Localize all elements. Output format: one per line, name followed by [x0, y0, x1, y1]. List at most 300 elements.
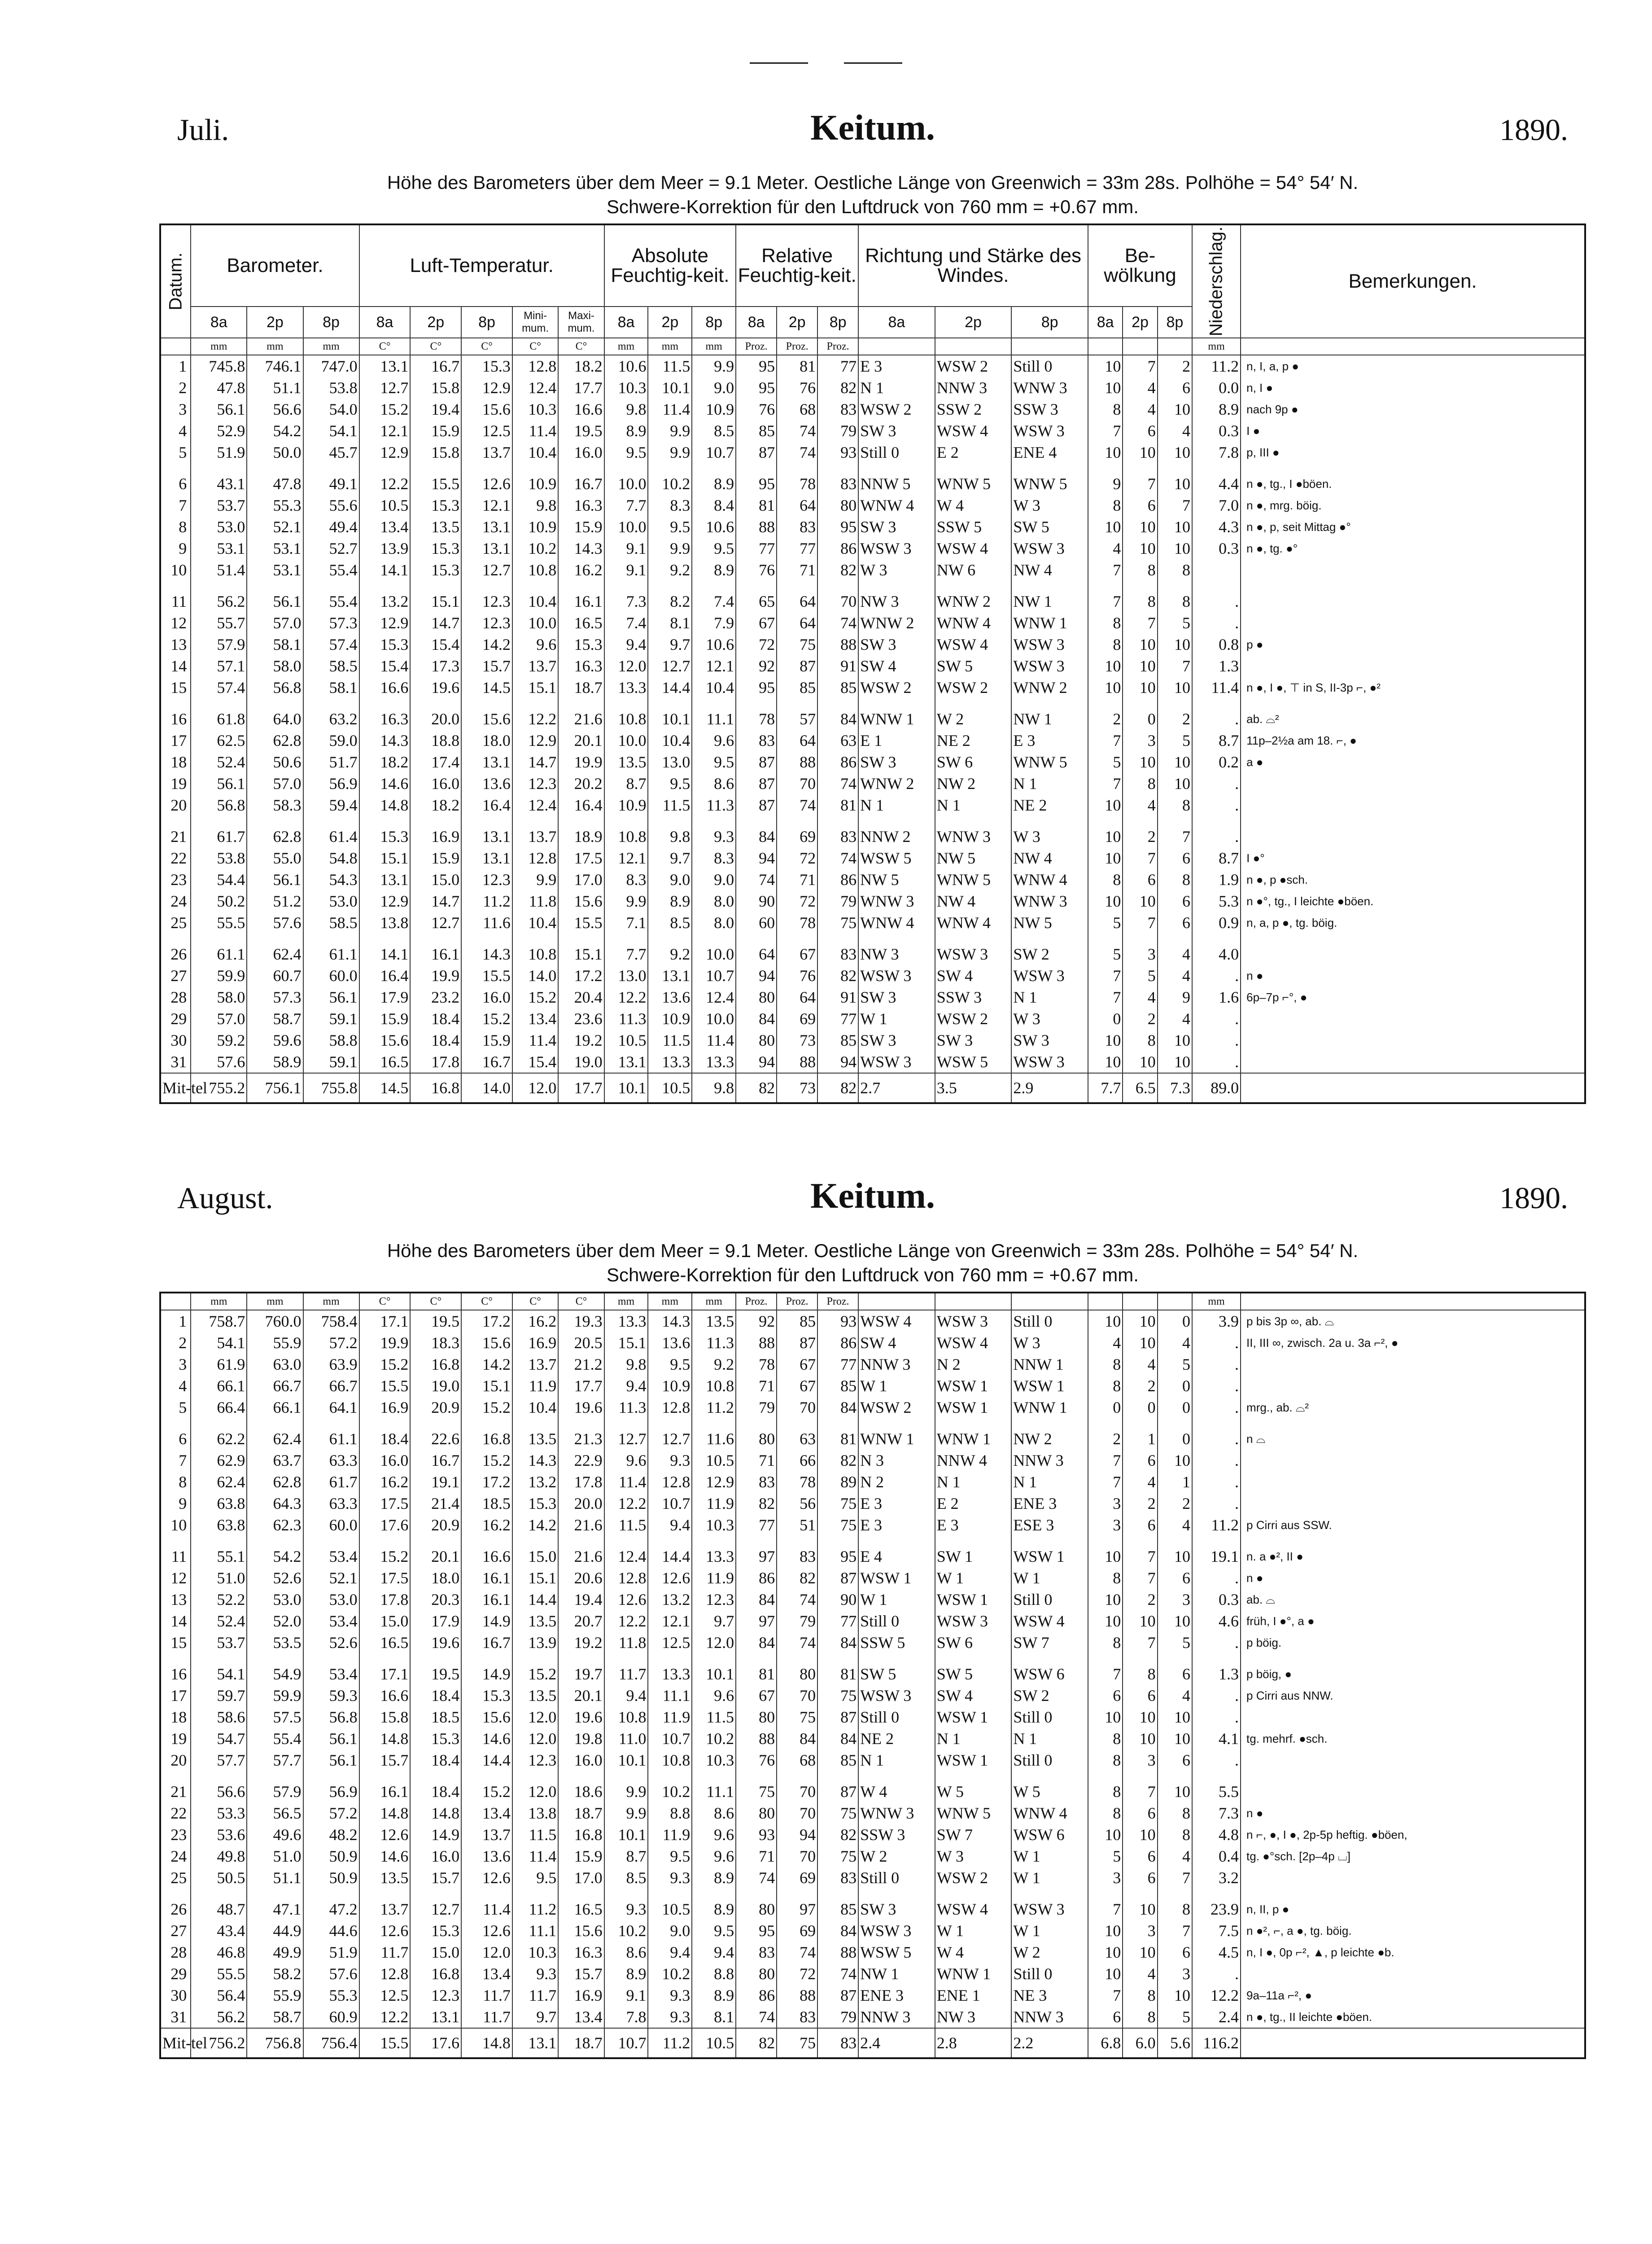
- cell: WSW 3: [935, 1310, 1012, 1332]
- cell: WNW 2: [935, 591, 1012, 612]
- cell: 13.2: [359, 591, 411, 612]
- cell: 11.7: [512, 1985, 558, 2006]
- cell: 9.0: [648, 869, 692, 890]
- cell: 77: [817, 1354, 858, 1375]
- cell: 52.7: [303, 538, 359, 559]
- cell: 54.4: [191, 869, 247, 890]
- cell: SW 3: [858, 420, 935, 442]
- cell: 59.4: [303, 794, 359, 816]
- cell: 43.4: [191, 1920, 247, 1942]
- cell: 13.3: [648, 1051, 692, 1073]
- cell: 11.2: [1192, 355, 1241, 377]
- cell: 89.0: [1192, 1073, 1241, 1103]
- cell: 87: [817, 1567, 858, 1589]
- cell: 10.7: [648, 1728, 692, 1749]
- cell: .: [1192, 1397, 1241, 1418]
- unit-cell: [1088, 338, 1123, 355]
- cell: 8: [1088, 1802, 1123, 1824]
- cell: .: [1192, 1428, 1241, 1450]
- cell: 8.7: [1192, 847, 1241, 869]
- cell: 22.9: [558, 1450, 604, 1471]
- cell: 70: [777, 1802, 817, 1824]
- cell: 10.9: [648, 1375, 692, 1397]
- cell: 11.4: [692, 1030, 736, 1051]
- cell: 76: [736, 1749, 777, 1771]
- cell: 16.5: [359, 1632, 411, 1653]
- cell: 13.0: [604, 965, 648, 986]
- cell: 12.3: [461, 612, 512, 634]
- cell: 6: [1158, 1567, 1192, 1589]
- cell: W 3: [1011, 1332, 1088, 1354]
- cell: 83: [817, 943, 858, 965]
- cell: 56.1: [191, 773, 247, 794]
- cell: 89: [817, 1471, 858, 1493]
- table-row: [160, 559, 1585, 581]
- cell: 12.2: [512, 708, 558, 730]
- cell: 18.5: [410, 1706, 461, 1728]
- cell: 85: [736, 420, 777, 442]
- cell: 13.4: [461, 1963, 512, 1985]
- cell: 15.2: [359, 399, 411, 420]
- cell: [1241, 1471, 1585, 1493]
- cell: 53.3: [191, 1802, 247, 1824]
- cell: SW 3: [1011, 1030, 1088, 1051]
- cell: .: [1192, 965, 1241, 986]
- cell: WSW 3: [858, 965, 935, 986]
- cell: 0.0: [1192, 377, 1241, 399]
- cell: 18.8: [410, 730, 461, 751]
- cell: 9.9: [604, 1802, 648, 1824]
- cell: 15.1: [512, 677, 558, 698]
- cell: 83: [736, 1942, 777, 1963]
- cell: 9.1: [604, 1985, 648, 2006]
- cell: 15.6: [461, 399, 512, 420]
- cell: 2: [1123, 1589, 1157, 1610]
- cell: 85: [817, 1898, 858, 1920]
- cell: 16.9: [512, 1332, 558, 1354]
- cell: 84: [817, 1397, 858, 1418]
- cell: 14.5: [359, 1073, 411, 1103]
- cell: 57.0: [247, 612, 303, 634]
- table-row: [160, 1663, 1585, 1685]
- cell: 3.2: [1192, 1867, 1241, 1889]
- day-number: 19: [160, 1728, 191, 1749]
- cell: SW 3: [858, 1030, 935, 1051]
- cell: 77: [817, 1008, 858, 1030]
- cell: 14.2: [461, 1354, 512, 1375]
- cell: 51.9: [303, 1942, 359, 1963]
- cell: 9.3: [648, 1867, 692, 1889]
- cell: 19.9: [359, 1332, 411, 1354]
- cell: 54.2: [247, 420, 303, 442]
- cell: 11.5: [648, 1030, 692, 1051]
- cell: W 3: [1011, 826, 1088, 847]
- unit-cell: mm: [191, 338, 247, 355]
- cell: NNW 3: [1011, 2006, 1088, 2028]
- cell: 20.1: [410, 1546, 461, 1567]
- cell: 7.9: [692, 612, 736, 634]
- cell: 14.4: [648, 1546, 692, 1567]
- cell: 83: [777, 1546, 817, 1567]
- cell: 74: [777, 1632, 817, 1653]
- cell: 9.0: [692, 869, 736, 890]
- cell: 8.6: [692, 773, 736, 794]
- cell: 7: [1088, 420, 1123, 442]
- cell: 84: [817, 1728, 858, 1749]
- day-number: 7: [160, 495, 191, 516]
- cell: n, a, p ●, tg. böig.: [1241, 912, 1585, 934]
- cell: 16.1: [359, 1781, 411, 1802]
- unit-cell: [1241, 338, 1585, 355]
- cell: 95: [736, 677, 777, 698]
- cell: 57.5: [247, 1706, 303, 1728]
- cell: WSW 1: [1011, 1546, 1088, 1567]
- cell: n ●: [1241, 965, 1585, 986]
- cell: 62.9: [191, 1450, 247, 1471]
- cell: 10.9: [512, 473, 558, 495]
- cell: 13.7: [461, 1824, 512, 1845]
- cell: NNW 3: [858, 2006, 935, 2028]
- cell: 15.4: [512, 1051, 558, 1073]
- cell: 17.6: [410, 2028, 461, 2058]
- table-row: [160, 377, 1585, 399]
- cell: 10: [1088, 1310, 1123, 1332]
- cell: 53.0: [247, 1589, 303, 1610]
- cell: 75: [777, 634, 817, 655]
- cell: 14.9: [410, 1824, 461, 1845]
- cell: 3: [1158, 1963, 1192, 1985]
- table-row: [160, 1685, 1585, 1706]
- table-row: [160, 1493, 1585, 1514]
- cell: 57.1: [191, 655, 247, 677]
- cell: 14.2: [461, 634, 512, 655]
- cell: 9.3: [512, 1963, 558, 1985]
- cell: 8.3: [692, 847, 736, 869]
- cell: 19.2: [558, 1030, 604, 1051]
- cell: 54.1: [191, 1332, 247, 1354]
- cell: .: [1192, 612, 1241, 634]
- cell: 2.8: [935, 2028, 1012, 2058]
- cell: 8: [1158, 1802, 1192, 1824]
- cell: 7.0: [1192, 495, 1241, 516]
- cell: 12.6: [461, 1920, 512, 1942]
- cell: 63.7: [247, 1450, 303, 1471]
- subheader: 8a: [359, 307, 411, 338]
- cell: 10.5: [692, 2028, 736, 2058]
- cell: 14.3: [512, 1450, 558, 1471]
- cell: 9.9: [604, 890, 648, 912]
- cell: 58.5: [303, 912, 359, 934]
- cell: WSW 4: [935, 538, 1012, 559]
- cell: 53.1: [247, 538, 303, 559]
- cell: 3: [1123, 1920, 1157, 1942]
- cell: 12.9: [512, 730, 558, 751]
- cell: 51.1: [247, 377, 303, 399]
- cell: 16.9: [410, 826, 461, 847]
- cell: 20.3: [410, 1589, 461, 1610]
- cell: 4: [1123, 794, 1157, 816]
- cell: 9.4: [604, 1375, 648, 1397]
- cell: 9: [1158, 986, 1192, 1008]
- cell: 4: [1088, 1332, 1123, 1354]
- cell: 69: [777, 1867, 817, 1889]
- cell: 17.7: [558, 1375, 604, 1397]
- cell: 17.8: [359, 1589, 411, 1610]
- cell: 9.9: [648, 420, 692, 442]
- cell: 57.0: [247, 773, 303, 794]
- cell: 9.9: [648, 442, 692, 463]
- cell: 75: [817, 912, 858, 934]
- unit-cell: C°: [410, 1293, 461, 1310]
- day-number: 28: [160, 1942, 191, 1963]
- cell: 4.3: [1192, 516, 1241, 538]
- cell: 80: [736, 1428, 777, 1450]
- cell: 13.1: [461, 847, 512, 869]
- cell: 0: [1158, 1428, 1192, 1450]
- cell: 62.4: [191, 1471, 247, 1493]
- cell: 56.5: [247, 1802, 303, 1824]
- cell: 9.5: [648, 516, 692, 538]
- cell: 65: [736, 591, 777, 612]
- cell: 9.5: [692, 751, 736, 773]
- table-row: [160, 965, 1585, 986]
- table-row: [160, 1963, 1585, 1985]
- cell: 6: [1123, 1867, 1157, 1889]
- cell: 12.7: [359, 377, 411, 399]
- cell: 14.6: [359, 773, 411, 794]
- cell: n ●, p, seit Mittag ●°: [1241, 516, 1585, 538]
- cell: 8.9: [692, 559, 736, 581]
- cell: 64: [777, 495, 817, 516]
- cell: 0: [1158, 1397, 1192, 1418]
- day-number: 20: [160, 1749, 191, 1771]
- cell: 14.8: [359, 1728, 411, 1749]
- cell: 12.9: [692, 1471, 736, 1493]
- cell: .: [1192, 1471, 1241, 1493]
- cell: 15.2: [359, 1354, 411, 1375]
- cell: 6: [1158, 912, 1192, 934]
- cell: 16.8: [410, 1354, 461, 1375]
- cell: 19.2: [558, 1632, 604, 1653]
- cell: 10.8: [604, 826, 648, 847]
- cell: 19.6: [558, 1706, 604, 1728]
- cell: 8: [1088, 1632, 1123, 1653]
- cell: 49.6: [247, 1824, 303, 1845]
- cell: 7.8: [604, 2006, 648, 2028]
- cell: 12.2: [359, 473, 411, 495]
- cell: 10: [1123, 1051, 1157, 1073]
- cell: 6: [1158, 1663, 1192, 1685]
- cell: SW 3: [935, 1030, 1012, 1051]
- cell: 75: [736, 1781, 777, 1802]
- cell: 10: [1123, 1610, 1157, 1632]
- cell: 76: [777, 965, 817, 986]
- cell: 86: [736, 1985, 777, 2006]
- cell: .: [1192, 773, 1241, 794]
- unit-cell: [858, 1293, 935, 1310]
- cell: 57.4: [303, 634, 359, 655]
- cell: SW 3: [858, 634, 935, 655]
- cell: [1241, 1749, 1585, 1771]
- cell: 11.3: [604, 1397, 648, 1418]
- subheader: 8a: [736, 307, 777, 338]
- cell: 12.9: [461, 377, 512, 399]
- unit-cell: [1123, 338, 1157, 355]
- cell: 8: [1088, 869, 1123, 890]
- cell: 14.4: [648, 677, 692, 698]
- cell: NE 2: [1011, 794, 1088, 816]
- cell: 7: [1088, 965, 1123, 986]
- cell: 87: [736, 773, 777, 794]
- cell: .: [1192, 826, 1241, 847]
- cell: 60: [736, 912, 777, 934]
- day-number: 6: [160, 1428, 191, 1450]
- cell: 88: [736, 1728, 777, 1749]
- cell: 55.5: [191, 912, 247, 934]
- table-row: [160, 826, 1585, 847]
- cell: 12.4: [604, 1546, 648, 1567]
- cell: [1241, 1493, 1585, 1514]
- cell: 14.1: [359, 943, 411, 965]
- cell: WSW 1: [1011, 1375, 1088, 1397]
- day-number: 5: [160, 442, 191, 463]
- cell: 10: [1158, 516, 1192, 538]
- table-row: [160, 1310, 1585, 1332]
- cell: 8: [1158, 559, 1192, 581]
- cell: 10: [1123, 751, 1157, 773]
- cell: 18.4: [410, 1749, 461, 1771]
- cell: 13.6: [461, 773, 512, 794]
- cell: 13.4: [359, 516, 411, 538]
- day-number: 25: [160, 912, 191, 934]
- cell: 5.3: [1192, 890, 1241, 912]
- cell: 17.2: [558, 965, 604, 986]
- cell: 67: [736, 1685, 777, 1706]
- table-row: [160, 1375, 1585, 1397]
- cell: WNW 1: [935, 1428, 1012, 1450]
- cell: 4: [1123, 1963, 1157, 1985]
- cell: 4: [1158, 1685, 1192, 1706]
- cell: n, I ●: [1241, 377, 1585, 399]
- cell: 7.1: [604, 912, 648, 934]
- cell: 12.8: [512, 847, 558, 869]
- cell: 60.0: [303, 1514, 359, 1536]
- cell: 9.9: [604, 1781, 648, 1802]
- cell: 8: [1088, 399, 1123, 420]
- cell: WSW 2: [858, 399, 935, 420]
- cell: 84: [777, 1728, 817, 1749]
- cell: 10.0: [604, 473, 648, 495]
- cell: 56.6: [191, 1781, 247, 1802]
- cell: 61.4: [303, 826, 359, 847]
- cell: 82: [777, 1567, 817, 1589]
- cell: 19.9: [558, 751, 604, 773]
- cell: 48.7: [191, 1898, 247, 1920]
- table-row: [160, 1450, 1585, 1471]
- cell: 15.8: [410, 442, 461, 463]
- cell: 75: [817, 1685, 858, 1706]
- cell: 4.1: [1192, 1728, 1241, 1749]
- cell: 9.8: [512, 495, 558, 516]
- cell: 4: [1123, 377, 1157, 399]
- cell: 2: [1158, 708, 1192, 730]
- cell: 16.5: [359, 1051, 411, 1073]
- cell: 55.5: [191, 1963, 247, 1985]
- day-number: 1: [160, 1310, 191, 1332]
- cell: 67: [777, 1375, 817, 1397]
- cell: 84: [736, 1632, 777, 1653]
- cell: 12.2: [604, 1493, 648, 1514]
- cell: 16.7: [461, 1632, 512, 1653]
- cell: 13.0: [648, 751, 692, 773]
- cell: 3: [1123, 943, 1157, 965]
- cell: 63.2: [303, 708, 359, 730]
- cell: 68: [777, 1749, 817, 1771]
- cell: 13.3: [604, 677, 648, 698]
- cell: 44.9: [247, 1920, 303, 1942]
- cell: 15.1: [359, 847, 411, 869]
- cell: 58.0: [191, 986, 247, 1008]
- cell: 56.2: [191, 2006, 247, 2028]
- cell: 58.2: [247, 1963, 303, 1985]
- section-header: [159, 108, 1586, 171]
- cell: n ●, I ●, ⊤ in S, II-3p ⌐, ●²: [1241, 677, 1585, 698]
- cell: 4: [1123, 399, 1157, 420]
- cell: 13.5: [359, 1867, 411, 1889]
- cell: 9.6: [512, 634, 558, 655]
- year: 1890.: [1499, 1181, 1568, 1215]
- subheader: 2p: [777, 307, 817, 338]
- cell: 7: [1158, 1867, 1192, 1889]
- cell: II, III ∞, zwisch. 2a u. 3a ⌐², ●: [1241, 1332, 1585, 1354]
- cell: [1241, 559, 1585, 581]
- cell: 11.1: [692, 708, 736, 730]
- cell: 12.0: [604, 655, 648, 677]
- table-row: [160, 591, 1585, 612]
- cell: 64: [777, 986, 817, 1008]
- cell: 58.8: [303, 1030, 359, 1051]
- cell: 87: [777, 655, 817, 677]
- cell: 758.7: [191, 1310, 247, 1332]
- cell: E 3: [858, 1514, 935, 1536]
- cell: SSW 5: [858, 1632, 935, 1653]
- unit-cell: C°: [461, 1293, 512, 1310]
- cell: 82: [736, 2028, 777, 2058]
- cell: 16.2: [558, 559, 604, 581]
- day-number: 10: [160, 559, 191, 581]
- cell: [1241, 1051, 1585, 1073]
- cell: 17.8: [558, 1471, 604, 1493]
- cell: 15.6: [461, 1332, 512, 1354]
- cell: 83: [736, 1471, 777, 1493]
- cell: SW 5: [935, 1663, 1012, 1685]
- unit-cell: mm: [303, 1293, 359, 1310]
- cell: 14.7: [410, 890, 461, 912]
- cell: 745.8: [191, 355, 247, 377]
- cell: 10: [1158, 1610, 1192, 1632]
- cell: NE 2: [935, 730, 1012, 751]
- cell: 75: [817, 1514, 858, 1536]
- cell: 0: [1158, 1375, 1192, 1397]
- cell: 74: [817, 1963, 858, 1985]
- cell: [1241, 1450, 1585, 1471]
- cell: 12.6: [461, 1867, 512, 1889]
- cell: 7: [1088, 730, 1123, 751]
- cell: p Cirri aus NNW.: [1241, 1685, 1585, 1706]
- cell: 87: [777, 1332, 817, 1354]
- cell: 14.0: [512, 965, 558, 986]
- subheader: 8a: [858, 307, 935, 338]
